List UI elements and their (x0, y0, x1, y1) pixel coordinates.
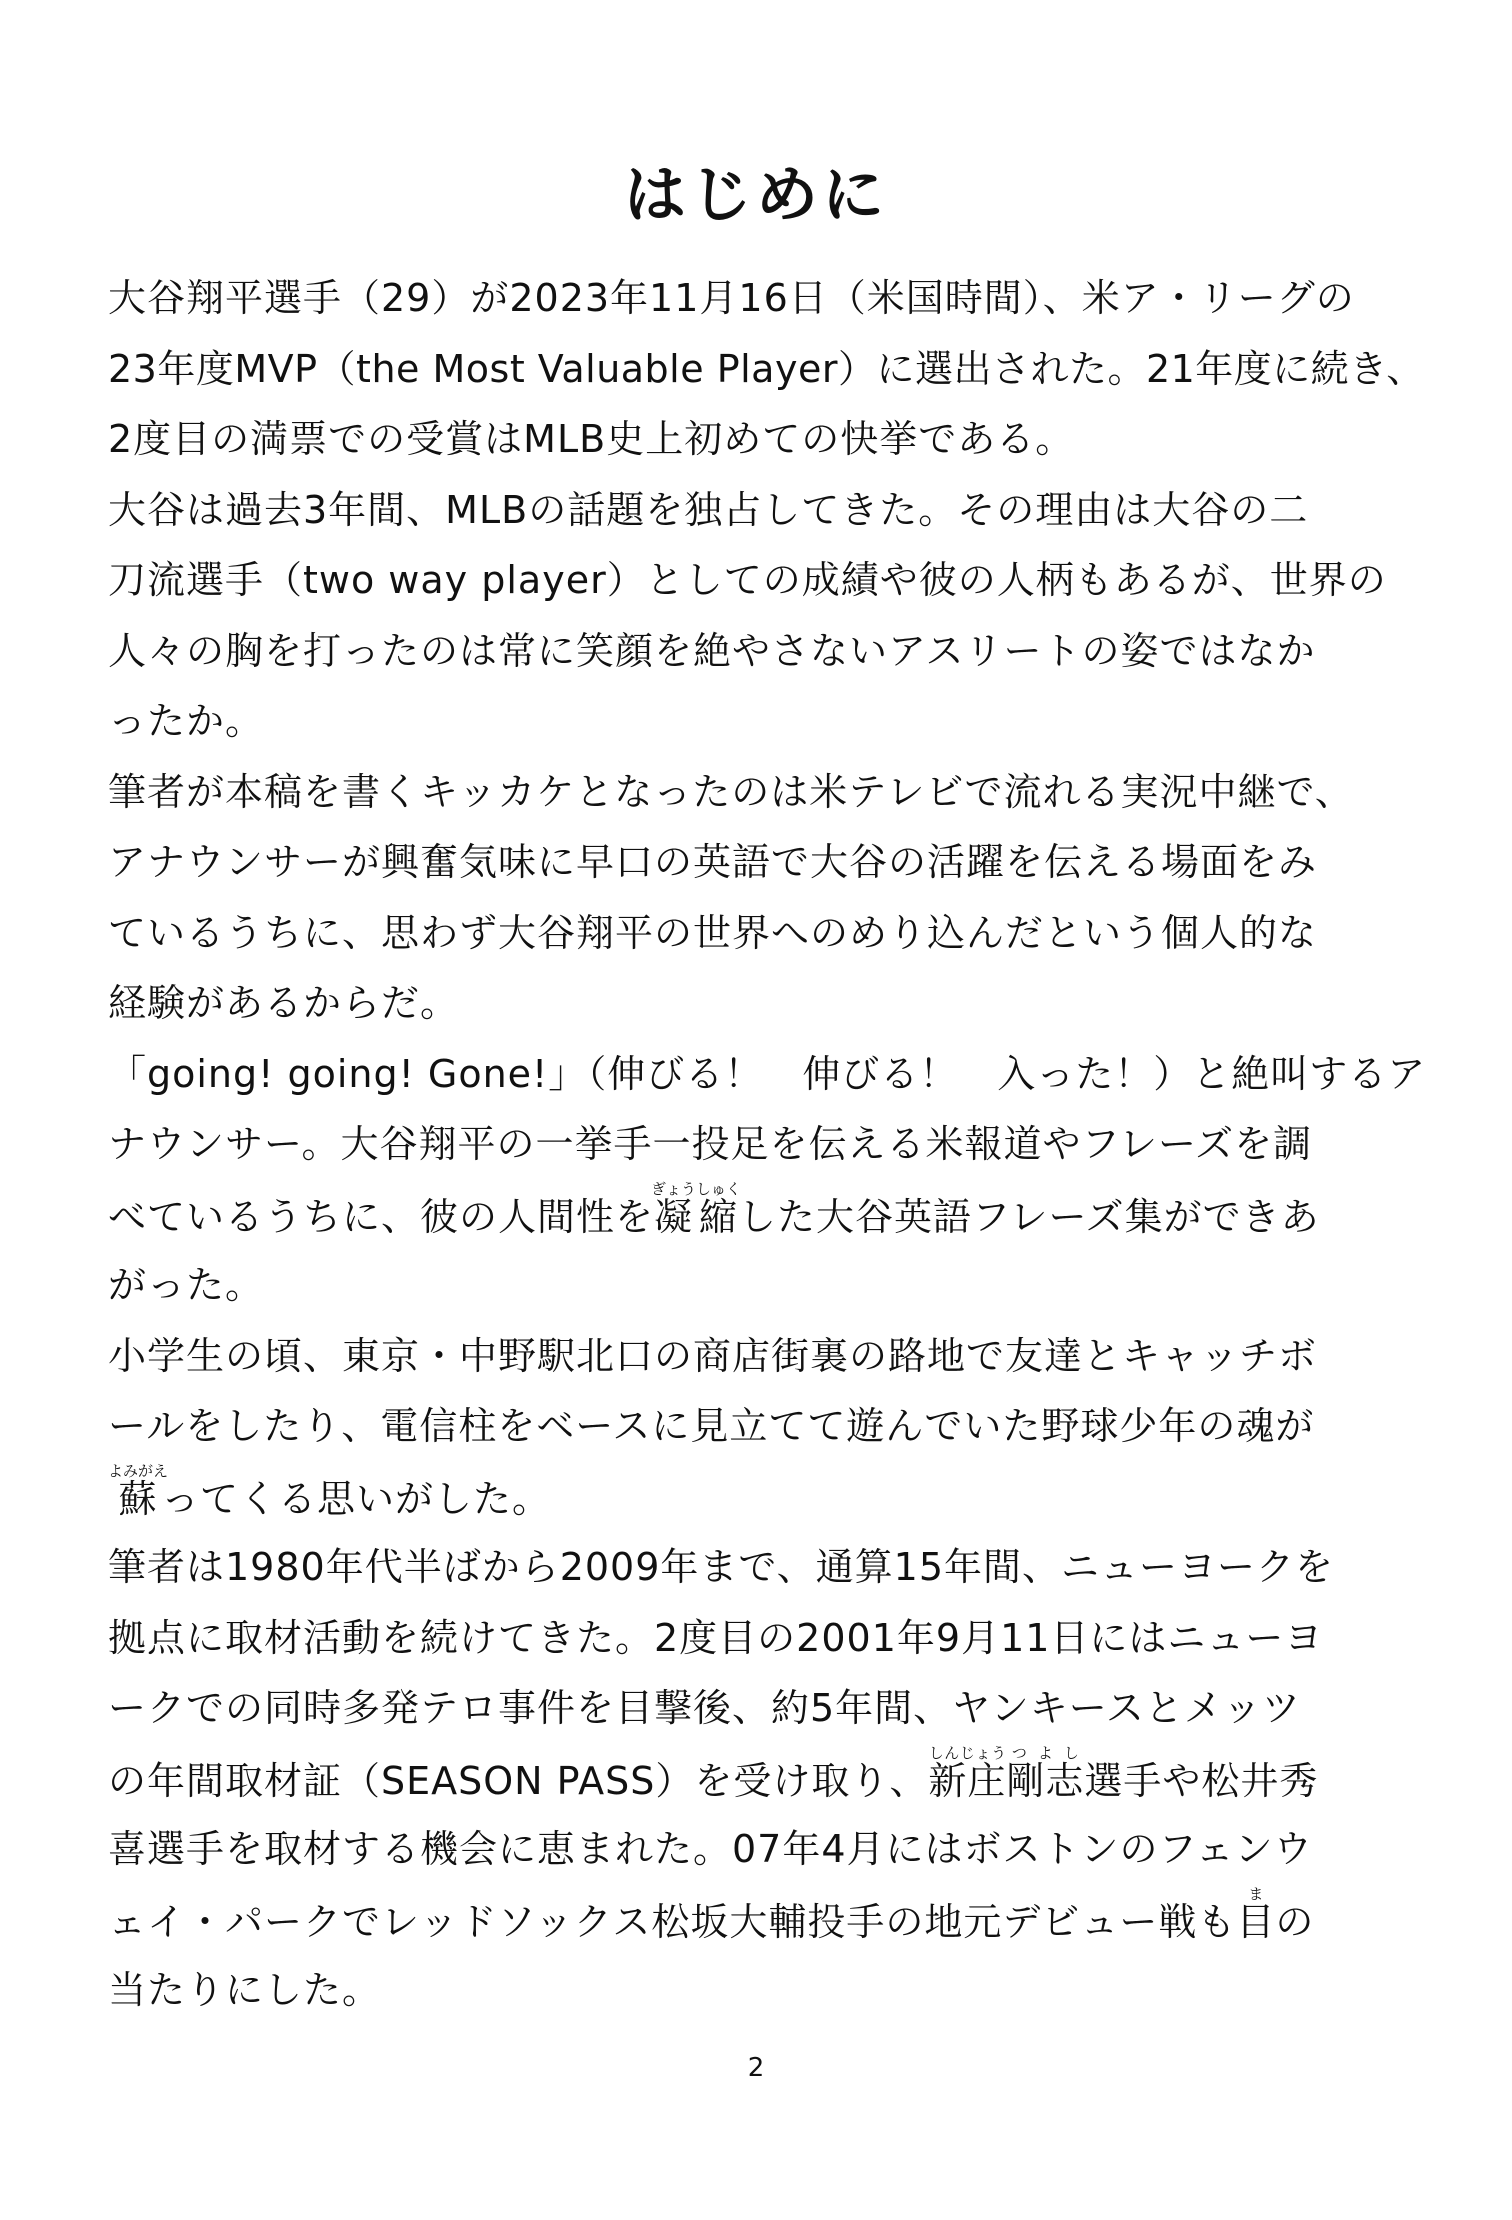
text-segment: ったか。 (108, 699, 265, 743)
text-line (108, 1603, 1408, 1674)
ruby-reading: よみがえ (108, 1461, 169, 1480)
text-segment: ールをしたり、電信柱をベースに見立てて遊んでいた野球少年の魂が (108, 1404, 1315, 1448)
text-line (108, 1885, 1408, 1956)
text-line (108, 263, 1408, 334)
ruby-base: 剛志 (1006, 1758, 1085, 1803)
text-line (108, 1532, 1408, 1603)
text-segment: がった。 (108, 1263, 265, 1307)
text-line (108, 1321, 1408, 1392)
ruby-reading: つよし (1006, 1743, 1085, 1762)
page-number: 2 (747, 2053, 765, 2083)
text-segment: べているうちに、彼の人間性を (108, 1194, 655, 1239)
body-text (108, 263, 1427, 2026)
page-title: はじめに (623, 158, 888, 231)
text-line (108, 1744, 1408, 1815)
text-line (108, 1673, 1408, 1744)
text-line (108, 1039, 1427, 1110)
text-line (108, 968, 1408, 1039)
text-line (108, 1180, 1408, 1251)
text-line (108, 404, 1408, 475)
text-line (108, 616, 1408, 687)
ruby-annotation (1236, 1884, 1276, 1944)
text-segment: 大谷は過去3年間、MLBの話題を独占してきた。その理由は大谷の二 (108, 487, 1309, 532)
text-line (108, 1814, 1408, 1885)
ruby-reading: ぎょうしゅく (651, 1179, 742, 1198)
text-segment: ているうちに、思わず大谷翔平の世界へのめり込んだという個人的な (108, 910, 1318, 955)
text-line (108, 475, 1408, 546)
text-segment: の年間取材証（SEASON PASS）を受け取り、 (108, 1758, 929, 1803)
text-segment: ェイ・パークでレッドソックス松坂大輔投手の地元デビュー戦も (108, 1899, 1237, 1944)
ruby-base: 蘇 (108, 1476, 169, 1521)
ruby-base: 新庄 (928, 1758, 1007, 1803)
text-line (108, 898, 1408, 969)
text-line (108, 1391, 1408, 1462)
text-line (108, 545, 1408, 616)
text-segment: 小学生の頃、東京・中野駅北口の商店街裏の路地で友達とキャッチボ (108, 1333, 1318, 1378)
ruby-base: 凝縮 (651, 1194, 742, 1239)
ruby-annotation (108, 1461, 169, 1521)
text-line (108, 1462, 1408, 1533)
text-segment: 筆者が本稿を書くキッカケとなったのは米テレビで流れる実況中継で、 (108, 769, 1354, 814)
text-segment: の (1275, 1899, 1315, 1944)
ruby-reading: ま (1236, 1884, 1276, 1903)
text-segment: 23年度MVP（the Most Valuable Player）に選出された。21年度に続き、 (108, 346, 1425, 391)
text-segment: ナウンサー。大谷翔平の一挙手一投足を伝える米報道やフレーズを調 (108, 1122, 1313, 1166)
text-segment: 刀流選手（two way player）としての成績や彼の人柄もあるが、世界の (108, 558, 1387, 602)
ruby-annotation (928, 1743, 1007, 1803)
text-segment: ってくる思いがした。 (161, 1476, 552, 1521)
text-segment: 筆者は1980年代半ばから2009年まで、通算15年間、ニューヨークを (108, 1545, 1335, 1589)
text-segment: 当たりにした。 (108, 1968, 382, 2012)
text-segment: 大谷翔平選手（29）が2023年11月16日（米国時間）、米ア・リーグの (108, 276, 1355, 320)
text-segment: 喜選手を取材する機会に恵まれた。07年4月にはボストンのフェンウ (108, 1827, 1313, 1871)
text-segment: した大谷英語フレーズ集ができあ (738, 1194, 1320, 1239)
text-line (108, 686, 1408, 757)
text-line (108, 1109, 1408, 1180)
ruby-annotation (1006, 1743, 1085, 1803)
ruby-reading: しんじょう (928, 1743, 1007, 1762)
text-segment: 「going! going! Gone!」（伸びる！ 伸びる！ 入った！）と絶叫するア (108, 1051, 1427, 1096)
text-segment: 拠点に取材活動を続けてきた。2度目の2001年9月11日にはニューヨ (108, 1615, 1324, 1660)
text-segment: 経験があるからだ。 (108, 981, 460, 1025)
text-segment: ークでの同時多発テロ事件を目撃後、約5年間、ヤンキースとメッツ (108, 1686, 1301, 1730)
ruby-annotation (651, 1179, 742, 1239)
text-line (108, 827, 1408, 898)
text-segment: 2度目の満票での受賞はMLB史上初めての快挙である。 (108, 417, 1075, 461)
text-line (108, 334, 1425, 405)
text-segment: 人々の胸を打ったのは常に笑顔を絶やさないアスリートの姿ではなか (108, 628, 1316, 673)
ruby-base: 目 (1236, 1899, 1276, 1944)
text-line (108, 757, 1408, 828)
text-segment: 選手や松井秀 (1084, 1758, 1319, 1803)
text-line (108, 1955, 1408, 2026)
text-line (108, 1250, 1408, 1321)
text-segment: アナウンサーが興奮気味に早口の英語で大谷の活躍を伝える場面をみ (108, 840, 1318, 884)
